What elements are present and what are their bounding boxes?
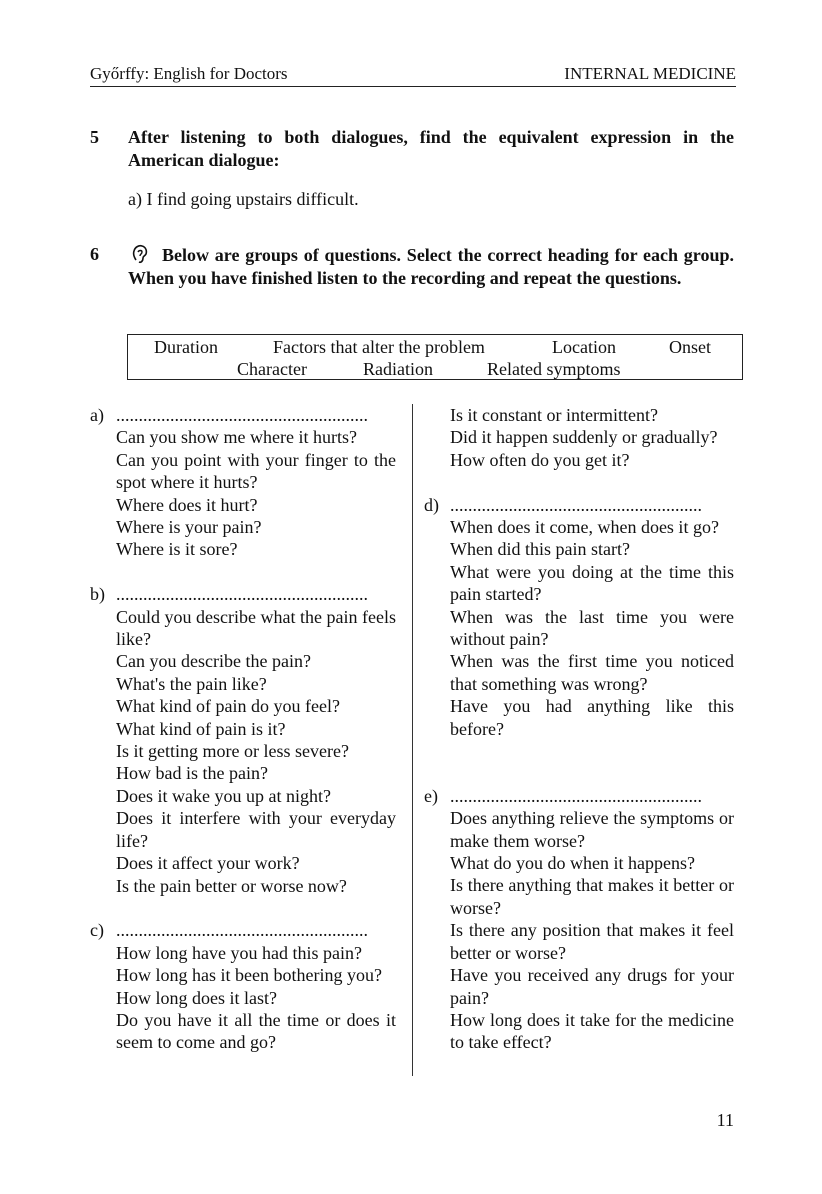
question-group-c	[90, 919, 396, 1053]
question: Can you describe the pain?	[116, 651, 311, 672]
column-divider	[412, 404, 413, 1076]
question: When did this pain start?	[450, 539, 630, 560]
question: How long have you had this pain?	[116, 942, 362, 963]
task-6	[90, 243, 734, 290]
question: Does anything relieve the symptoms or make them worse?	[450, 808, 734, 851]
question-group-c-continued	[424, 404, 734, 471]
page-number: 11	[716, 1110, 734, 1130]
question: Did it happen suddenly or gradually?	[450, 427, 718, 448]
answer-blank: ........................................................	[450, 785, 702, 806]
question: Is it getting more or less severe?	[116, 741, 349, 762]
question: Does it wake you up at night?	[116, 785, 331, 806]
heading-option: Factors that alter the problem	[273, 337, 485, 357]
task-instruction: After listening to both dialogues, find the equivalent expression in the American dialogue:	[128, 127, 734, 170]
question-group-a	[90, 404, 396, 561]
task-5	[90, 126, 734, 211]
question: When was the first time you noticed that something was wrong?	[450, 651, 734, 694]
question: How long has it been bothering you?	[116, 965, 382, 986]
running-header	[90, 64, 736, 87]
question: Where does it hurt?	[116, 494, 258, 515]
heading-option: Location	[552, 337, 616, 357]
task-item: a) I find going upstairs difficult.	[128, 189, 359, 209]
question-group-e	[424, 785, 734, 1054]
question: When was the last time you were without pain?	[450, 606, 734, 650]
group-letter: c)	[90, 920, 104, 941]
answer-blank: ........................................................	[450, 494, 702, 515]
question: Do you have it all the time or does it seem to come and go?	[116, 1009, 396, 1053]
question: Is there any position that makes it feel better or worse?	[450, 920, 734, 963]
question: How long does it take for the medicine to take effect?	[450, 1009, 734, 1053]
chapter-title: INTERNAL MEDICINE	[564, 64, 736, 83]
question: Have you received any drugs for your pain?	[450, 965, 734, 1008]
question: Is the pain better or worse now?	[116, 875, 347, 896]
left-column	[90, 404, 396, 1054]
question: Is there anything that makes it better or worse?	[450, 875, 734, 918]
question: What kind of pain is it?	[116, 718, 286, 739]
question: How bad is the pain?	[116, 763, 268, 784]
task-number: 5	[90, 127, 99, 147]
headings-box	[127, 334, 743, 380]
question: What kind of pain do you feel?	[116, 696, 340, 717]
ear-icon	[128, 243, 154, 265]
book-title: Győrffy: English for Doctors	[90, 64, 288, 83]
group-letter: d)	[424, 494, 439, 515]
answer-blank: ........................................................	[116, 584, 368, 605]
question: Is it constant or intermittent?	[450, 405, 658, 425]
task-instruction	[128, 243, 734, 290]
question: Have you had anything like this before?	[450, 696, 734, 739]
question: Can you show me where it hurts?	[116, 427, 357, 448]
question: Where is it sore?	[116, 539, 238, 560]
question: Does it affect your work?	[116, 853, 300, 874]
heading-option: Radiation	[363, 359, 433, 379]
group-letter: b)	[90, 584, 105, 605]
heading-option: Related symptoms	[487, 359, 621, 379]
task-number: 6	[90, 244, 99, 264]
group-letter: a)	[90, 405, 104, 425]
question: Does it interfere with your everyday life?	[116, 808, 396, 851]
question: Where is your pain?	[116, 517, 262, 538]
heading-option: Onset	[669, 337, 711, 357]
question: Can you point with your finger to the spot where it hurts?	[116, 449, 396, 493]
answer-blank: ........................................................	[116, 405, 368, 425]
question-group-d	[424, 494, 734, 740]
question: When does it come, when does it go?	[450, 517, 719, 538]
question-group-b	[90, 583, 396, 897]
question: How often do you get it?	[450, 449, 630, 470]
right-column	[424, 404, 734, 1054]
question: What were you doing at the time this pain started?	[450, 561, 734, 605]
question: What's the pain like?	[116, 673, 267, 694]
task-instruction-text: Below are groups of questions. Select the correct heading for each group. When you have finished listen to the recording and repeat the questions.	[128, 245, 734, 288]
question: How long does it last?	[116, 987, 277, 1008]
group-letter: e)	[424, 785, 438, 806]
heading-option: Duration	[154, 337, 218, 357]
question: What do you do when it happens?	[450, 853, 695, 874]
answer-blank: ........................................................	[116, 920, 368, 941]
question: Could you describe what the pain feels like?	[116, 606, 396, 650]
heading-option: Character	[237, 359, 307, 379]
